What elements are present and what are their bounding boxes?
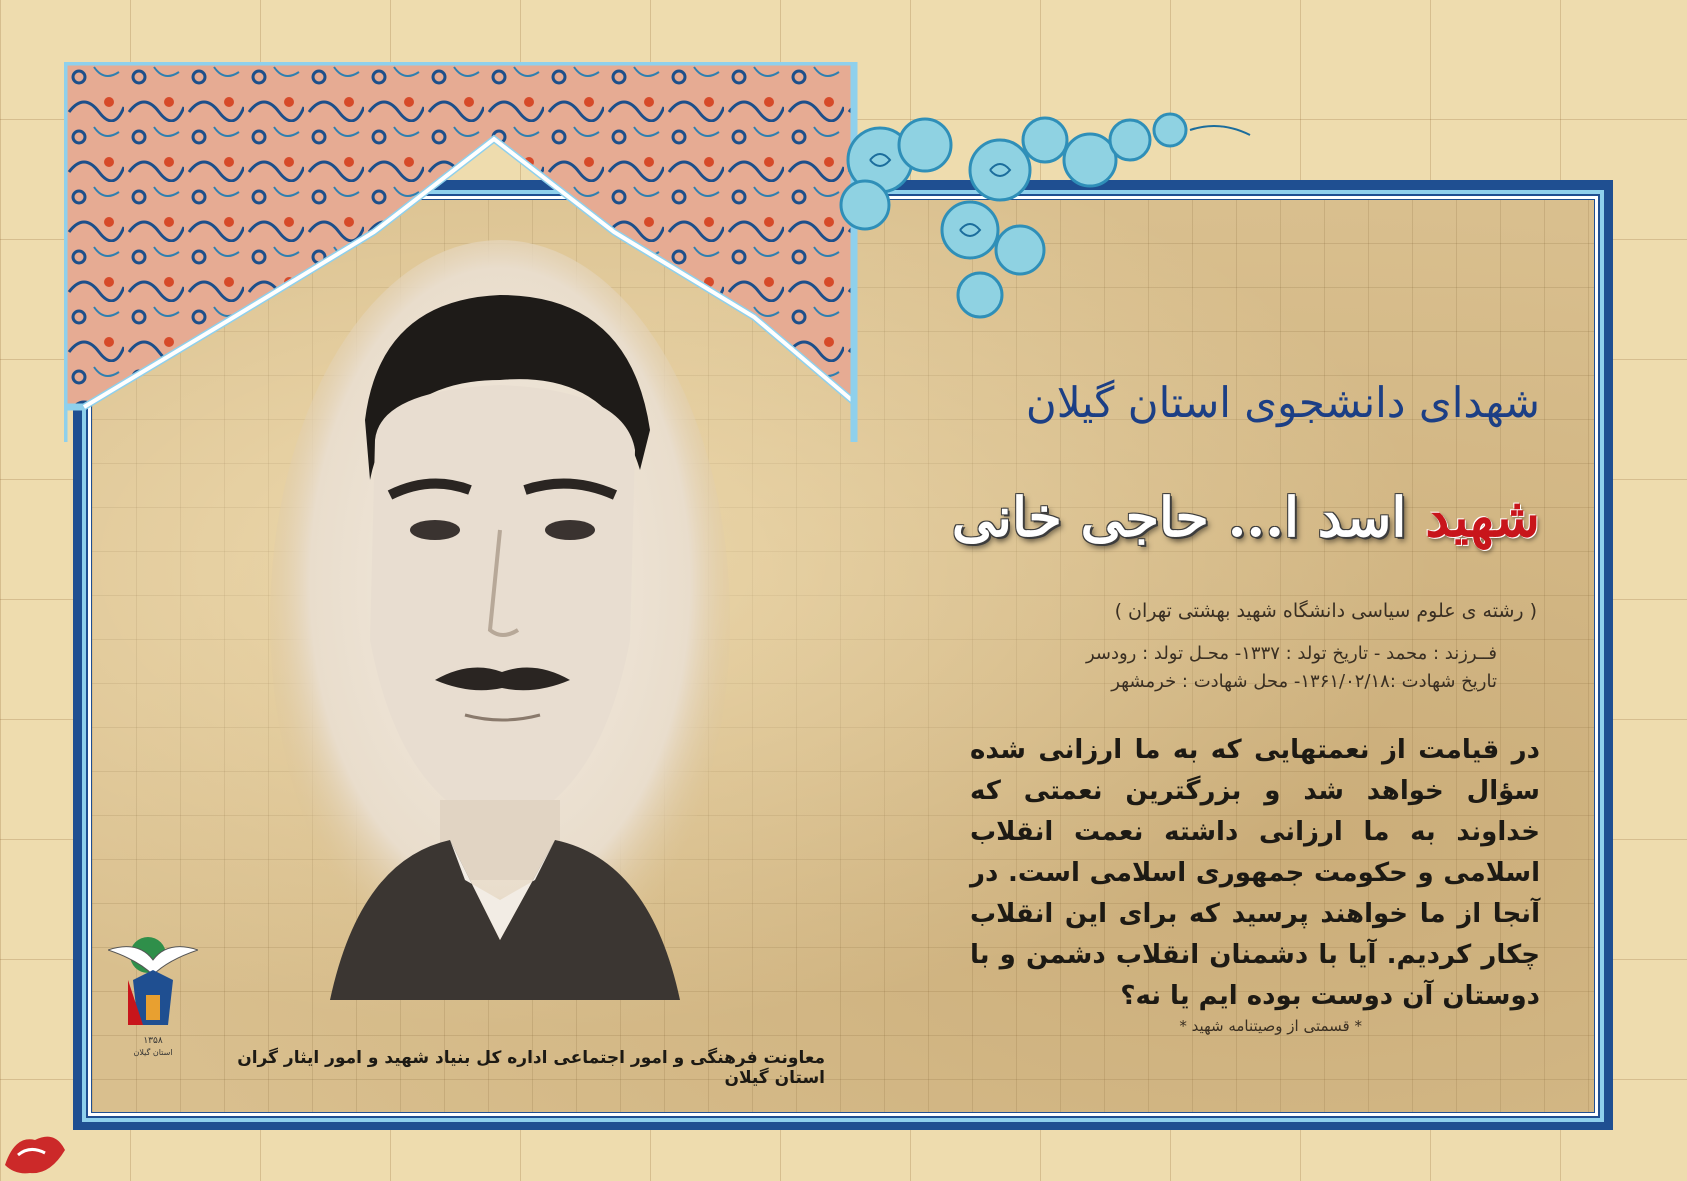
logo-province: استان گیلان — [133, 1048, 173, 1057]
will-quote: در قیامت از نعمتهایی که به ما ارزانی شده سؤال خواهد شد و بزرگترین نعمتی که خداوند به ما ارزانی داشته نعمت انقلاب اسلامی و حکومت جمهوری اسلامی است. در آنجا از ما خواهند پرسید که برای این انقلاب چکار کردیم. آیا با دشمنان انقلاب دشمن و با دوستان آن دوست بوده ایم یا نه؟ — [970, 735, 1540, 1011]
poster-subtitle: شهدای دانشجوی استان گیلان — [1025, 378, 1540, 427]
credit-line: معاونت فرهنگی و امور اجتماعی اداره کل بنیاد شهید و امور ایثار گران استان گیلان — [237, 1048, 825, 1088]
field-of-study: ( رشته ی علوم سیاسی دانشگاه شهید بهشتی تهران ) — [1114, 600, 1537, 622]
portrait-photo — [270, 240, 730, 1000]
birth-info: فــرزند : محمد - تاریخ تولد : ۱۳۳۷- محـل تولد : رودسر — [1085, 643, 1497, 664]
quote-source: * قسمتی از وصیتنامه شهید * — [1179, 1017, 1362, 1035]
shahid-word: شهید — [1425, 485, 1540, 549]
logo-year: ۱۳۵۸ — [143, 1036, 163, 1046]
martyrdom-info: تاریخ شهادت :۱۳۶۱/۰۲/۱۸- محل شهادت : خرمشهر — [1111, 671, 1497, 692]
martyr-name-heading — [820, 485, 1540, 549]
watermark-logo-icon — [0, 1125, 70, 1180]
foundation-logo-icon — [108, 925, 198, 1060]
martyr-name: اسد ا... حاجی خانی — [951, 485, 1407, 549]
decorative-clouds-icon — [810, 100, 1260, 340]
